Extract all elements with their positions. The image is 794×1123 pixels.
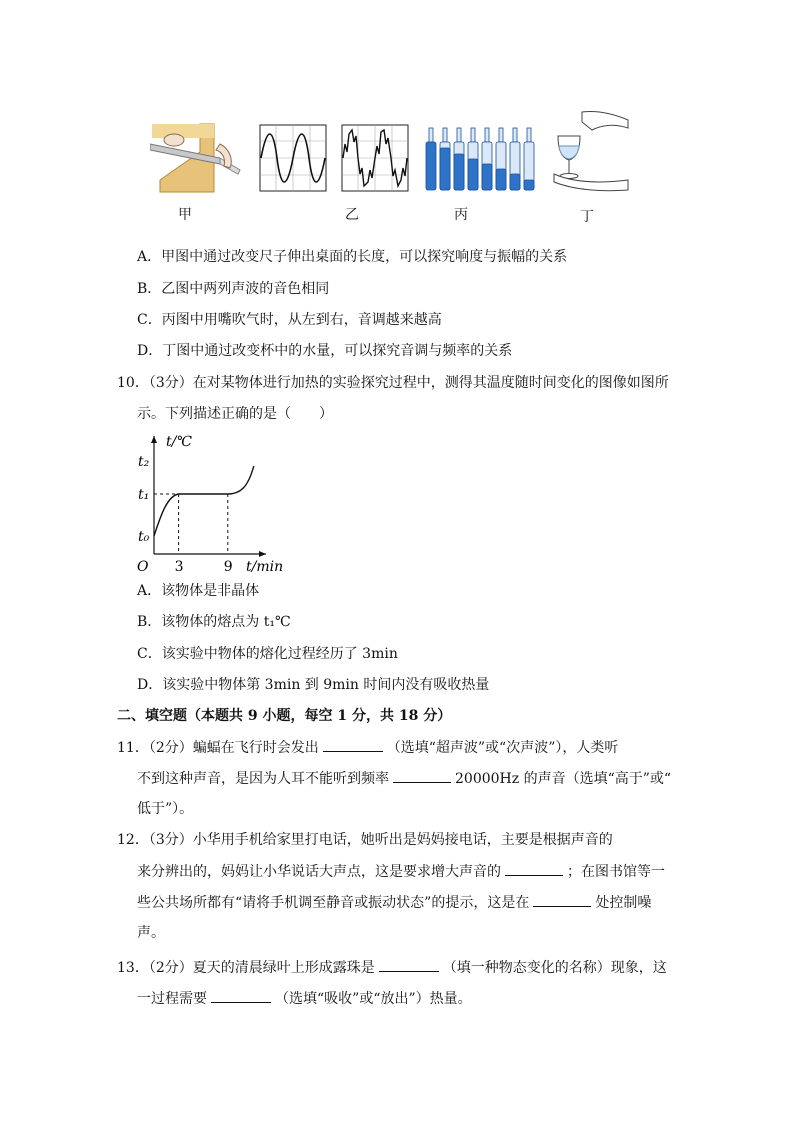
q11-blank-1[interactable] xyxy=(323,737,383,752)
q12-text-3b: 处控制噪 xyxy=(595,895,652,911)
q11-text-1a: 11．（2分）蝙蝠在飞行时会发出 xyxy=(117,740,319,756)
figure-jia-ruler xyxy=(150,122,246,194)
caption-jia: 甲 xyxy=(178,207,192,223)
q12-text-2b: ；在图书馆等一 xyxy=(567,864,665,880)
q13-text-1b: （填一种物态变化的名称）现象，这 xyxy=(442,960,667,976)
q13-line2 xyxy=(137,988,472,1009)
q12-line1: 12．（3分）小华用手机给家里打电话，她听出是妈妈接电话，主要是根据声音的 xyxy=(117,832,613,848)
q13-blank-1[interactable] xyxy=(379,957,439,972)
q11-text-2a: 不到这种声音，是因为人耳不能听到频率 xyxy=(137,771,389,787)
y-tick-label: t₀ xyxy=(138,529,150,545)
figure-yi-wave-complex xyxy=(341,124,409,192)
q9-option-c[interactable]: C．丙图中用嘴吹气时，从左到右，音调越来越高 xyxy=(137,312,442,328)
y-axis-arrow xyxy=(151,436,157,443)
q11-text-2b: 20000Hz 的声音（选填“高于”或“ xyxy=(455,771,672,787)
q11-line1 xyxy=(117,737,618,758)
q12-blank-2[interactable] xyxy=(505,861,563,876)
y-tick-label: t₁ xyxy=(138,487,150,503)
x-axis-label: t/min xyxy=(246,559,284,574)
q12-line3 xyxy=(137,892,651,913)
q12-blank-3[interactable] xyxy=(533,892,591,907)
q11-line3: 低于”）。 xyxy=(137,801,194,817)
caption-yi: 乙 xyxy=(345,207,359,223)
q13-text-2b: （选填“吸收”或“放出”）热量。 xyxy=(275,991,472,1007)
y-tick-label: t₂ xyxy=(138,454,150,470)
figure-bing-bottles xyxy=(424,124,542,192)
q9-option-d[interactable]: D．丁图中通过改变杯中的水量，可以探究音调与频率的关系 xyxy=(137,343,513,359)
x-tick-label: 3 xyxy=(174,559,184,574)
q11-text-1b: （选填“超声波”或“次声波”），人类听 xyxy=(386,740,619,756)
x-tick-label: 9 xyxy=(223,559,233,574)
q13-line1 xyxy=(117,957,667,978)
q13-blank-2[interactable] xyxy=(211,988,271,1003)
q12-line4: 声。 xyxy=(137,925,165,941)
q11-line2 xyxy=(137,768,671,789)
q10-option-b[interactable]: B．该物体的熔点为 t₁℃ xyxy=(137,614,291,630)
q13-text-1a: 13．（2分）夏天的清晨绿叶上形成露珠是 xyxy=(117,960,375,976)
q10-option-d[interactable]: D．该实验中物体第 3min 到 9min 时间内没有吸收热量 xyxy=(137,677,490,693)
curve-heating-liquid xyxy=(228,466,254,494)
q9-option-a[interactable]: A．甲图中通过改变尺子伸出桌面的长度，可以探究响度与振幅的关系 xyxy=(137,249,568,265)
section-2-heading: 二、填空题（本题共 9 小题，每空 1 分，共 18 分） xyxy=(117,708,452,724)
q11-blank-2[interactable] xyxy=(393,768,451,783)
q12-text-2a: 来分辨出的，妈妈让小华说话大声点，这是要求增大声音的 xyxy=(137,864,501,880)
caption-ding: 丁 xyxy=(580,209,594,225)
q10-stem-line1: 10．（3分）在对某物体进行加热的实验探究过程中，测得其温度随时间变化的图像如图所 xyxy=(117,375,669,391)
x-axis-arrow xyxy=(259,551,266,557)
q12-text-3a: 些公共场所都有“请将手机调至静音或振动状态”的提示，这是在 xyxy=(137,895,530,911)
caption-bing: 丙 xyxy=(454,207,468,223)
q10-stem-line2: 示。下列描述正确的是（ ） xyxy=(137,406,333,422)
y-axis-label: t/℃ xyxy=(166,434,193,450)
q10-option-a[interactable]: A．该物体是非晶体 xyxy=(137,583,260,599)
origin-label: O xyxy=(137,559,149,574)
q9-option-b[interactable]: B．乙图中两列声波的音色相同 xyxy=(137,281,330,297)
q10-temperature-chart xyxy=(136,432,286,574)
q13-text-2a: 一过程需要 xyxy=(137,991,207,1007)
q10-option-c[interactable]: C．该实验中物体的熔化过程经历了 3min xyxy=(137,646,398,662)
figure-yi-wave-pure xyxy=(259,124,327,192)
curve-heating-solid xyxy=(154,494,179,536)
figure-ding-glass xyxy=(552,110,630,194)
q12-line2 xyxy=(137,861,665,882)
